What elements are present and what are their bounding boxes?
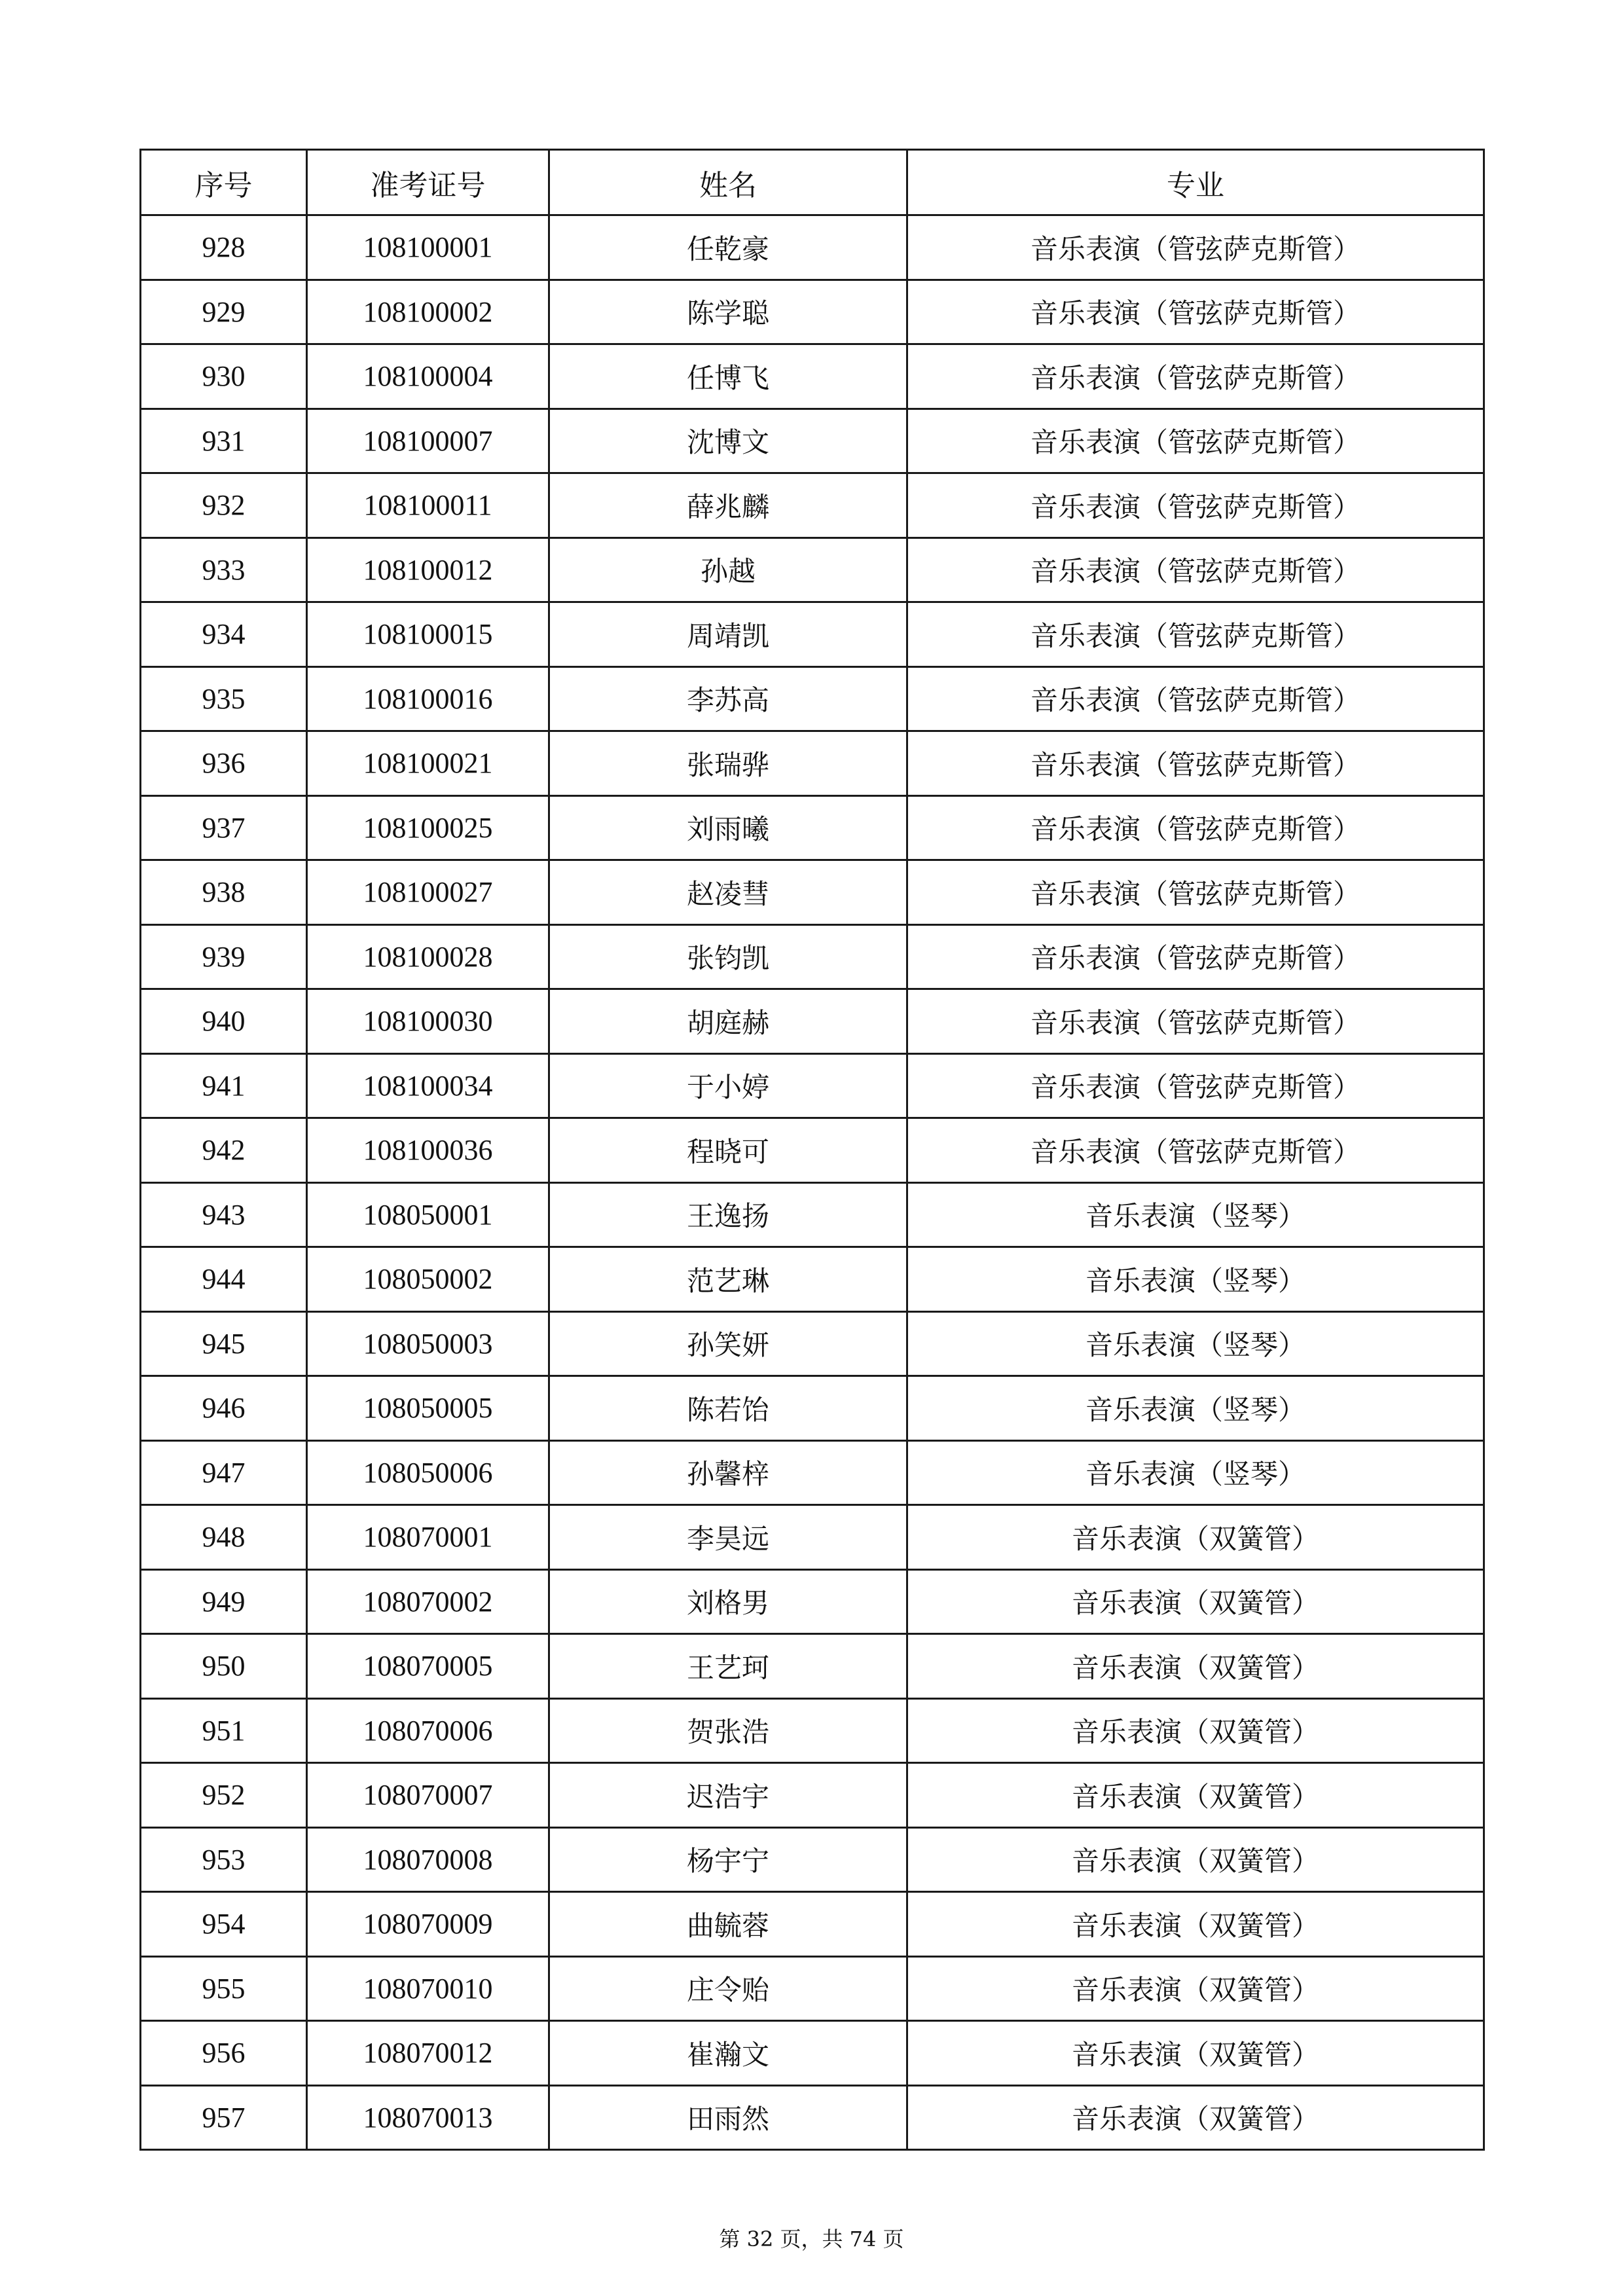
table-row — [141, 666, 1484, 731]
name-cell: 孙越 — [549, 538, 907, 602]
exam-ticket-number-cell: 108070006 — [307, 1698, 549, 1763]
serial-number-cell: 949 — [141, 1569, 307, 1634]
exam-ticket-number-cell: 108070012 — [307, 2021, 549, 2086]
exam-ticket-number-cell: 108050005 — [307, 1376, 549, 1441]
major-cell: 音乐表演（竖琴） — [907, 1440, 1484, 1505]
exam-ticket-number-cell: 108100004 — [307, 344, 549, 409]
exam-ticket-number-cell: 108100025 — [307, 795, 549, 860]
table-body — [141, 215, 1484, 2150]
major-cell: 音乐表演（竖琴） — [907, 1376, 1484, 1441]
header-name: 姓名 — [549, 150, 907, 215]
table-row — [141, 2085, 1484, 2150]
name-cell: 刘格男 — [549, 1569, 907, 1634]
exam-ticket-number-cell: 108100015 — [307, 602, 549, 667]
name-cell: 程晓可 — [549, 1118, 907, 1183]
table-row — [141, 924, 1484, 989]
table-row — [141, 989, 1484, 1054]
serial-number-cell: 929 — [141, 280, 307, 344]
major-cell: 音乐表演（双簧管） — [907, 1505, 1484, 1570]
name-cell: 孙笑妍 — [549, 1311, 907, 1376]
major-cell: 音乐表演（管弦萨克斯管） — [907, 280, 1484, 344]
name-cell: 刘雨曦 — [549, 795, 907, 860]
serial-number-cell: 954 — [141, 1892, 307, 1957]
table-row — [141, 1763, 1484, 1828]
serial-number-cell: 940 — [141, 989, 307, 1054]
table-row — [141, 1569, 1484, 1634]
table-header — [141, 150, 1484, 215]
exam-ticket-number-cell: 108100021 — [307, 731, 549, 796]
major-cell: 音乐表演（管弦萨克斯管） — [907, 1118, 1484, 1183]
serial-number-cell: 937 — [141, 795, 307, 860]
major-cell: 音乐表演（管弦萨克斯管） — [907, 666, 1484, 731]
name-cell: 迟浩宇 — [549, 1763, 907, 1828]
name-cell: 薛兆麟 — [549, 473, 907, 538]
exam-ticket-number-cell: 108070009 — [307, 1892, 549, 1957]
serial-number-cell: 957 — [141, 2085, 307, 2150]
exam-ticket-number-cell: 108100011 — [307, 473, 549, 538]
exam-ticket-number-cell: 108100027 — [307, 860, 549, 925]
major-cell: 音乐表演（双簧管） — [907, 2021, 1484, 2086]
major-cell: 音乐表演（管弦萨克斯管） — [907, 538, 1484, 602]
exam-ticket-number-cell: 108070007 — [307, 1763, 549, 1828]
major-cell: 音乐表演（管弦萨克斯管） — [907, 795, 1484, 860]
serial-number-cell: 956 — [141, 2021, 307, 2086]
major-cell: 音乐表演（管弦萨克斯管） — [907, 924, 1484, 989]
serial-number-cell: 943 — [141, 1182, 307, 1247]
exam-ticket-number-cell: 108100028 — [307, 924, 549, 989]
exam-ticket-number-cell: 108070008 — [307, 1827, 549, 1892]
major-cell: 音乐表演（管弦萨克斯管） — [907, 1053, 1484, 1118]
name-cell: 贺张浩 — [549, 1698, 907, 1763]
serial-number-cell: 935 — [141, 666, 307, 731]
serial-number-cell: 944 — [141, 1247, 307, 1312]
table-row — [141, 1827, 1484, 1892]
table-row — [141, 1053, 1484, 1118]
name-cell: 崔瀚文 — [549, 2021, 907, 2086]
serial-number-cell: 934 — [141, 602, 307, 667]
table-row — [141, 1698, 1484, 1763]
table-row — [141, 344, 1484, 409]
table-row — [141, 1376, 1484, 1441]
major-cell: 音乐表演（管弦萨克斯管） — [907, 602, 1484, 667]
name-cell: 曲毓蓉 — [549, 1892, 907, 1957]
table-row — [141, 602, 1484, 667]
table-row — [141, 215, 1484, 280]
applicant-table — [139, 149, 1485, 2151]
applicant-table-container — [139, 149, 1483, 2151]
exam-ticket-number-cell: 108100007 — [307, 409, 549, 473]
serial-number-cell: 930 — [141, 344, 307, 409]
serial-number-cell: 939 — [141, 924, 307, 989]
table-row — [141, 538, 1484, 602]
name-cell: 田雨然 — [549, 2085, 907, 2150]
table-row — [141, 1311, 1484, 1376]
major-cell: 音乐表演（双簧管） — [907, 1956, 1484, 2021]
major-cell: 音乐表演（管弦萨克斯管） — [907, 731, 1484, 796]
name-cell: 庄令贻 — [549, 1956, 907, 2021]
serial-number-cell: 931 — [141, 409, 307, 473]
serial-number-cell: 950 — [141, 1634, 307, 1699]
name-cell: 胡庭赫 — [549, 989, 907, 1054]
major-cell: 音乐表演（竖琴） — [907, 1247, 1484, 1312]
major-cell: 音乐表演（双簧管） — [907, 2085, 1484, 2150]
table-row — [141, 280, 1484, 344]
major-cell: 音乐表演（双簧管） — [907, 1892, 1484, 1957]
exam-ticket-number-cell: 108050001 — [307, 1182, 549, 1247]
serial-number-cell: 947 — [141, 1440, 307, 1505]
name-cell: 任乾豪 — [549, 215, 907, 280]
page-footer: 第 32 页，共 74 页 — [719, 2227, 904, 2251]
table-row — [141, 860, 1484, 925]
table-row — [141, 1118, 1484, 1183]
major-cell: 音乐表演（管弦萨克斯管） — [907, 215, 1484, 280]
name-cell: 张瑞骅 — [549, 731, 907, 796]
exam-ticket-number-cell: 108070001 — [307, 1505, 549, 1570]
table-row — [141, 2021, 1484, 2086]
table-row — [141, 1956, 1484, 2021]
table-row — [141, 1505, 1484, 1570]
exam-ticket-number-cell: 108100036 — [307, 1118, 549, 1183]
exam-ticket-number-cell: 108100034 — [307, 1053, 549, 1118]
table-row — [141, 1182, 1484, 1247]
name-cell: 王艺珂 — [549, 1634, 907, 1699]
exam-ticket-number-cell: 108070002 — [307, 1569, 549, 1634]
major-cell: 音乐表演（竖琴） — [907, 1311, 1484, 1376]
name-cell: 李昊远 — [549, 1505, 907, 1570]
serial-number-cell: 933 — [141, 538, 307, 602]
serial-number-cell: 953 — [141, 1827, 307, 1892]
exam-ticket-number-cell: 108050003 — [307, 1311, 549, 1376]
exam-ticket-number-cell: 108100016 — [307, 666, 549, 731]
major-cell: 音乐表演（双簧管） — [907, 1763, 1484, 1828]
serial-number-cell: 955 — [141, 1956, 307, 2021]
table-row — [141, 1247, 1484, 1312]
name-cell: 于小婷 — [549, 1053, 907, 1118]
exam-ticket-number-cell: 108100002 — [307, 280, 549, 344]
name-cell: 陈学聪 — [549, 280, 907, 344]
header-row — [141, 150, 1484, 215]
major-cell: 音乐表演（竖琴） — [907, 1182, 1484, 1247]
table-row — [141, 1892, 1484, 1957]
major-cell: 音乐表演（管弦萨克斯管） — [907, 344, 1484, 409]
name-cell: 张钧凯 — [549, 924, 907, 989]
serial-number-cell: 936 — [141, 731, 307, 796]
name-cell: 赵凌彗 — [549, 860, 907, 925]
serial-number-cell: 941 — [141, 1053, 307, 1118]
header-serial-number: 序号 — [141, 150, 307, 215]
table-row — [141, 1634, 1484, 1699]
major-cell: 音乐表演（管弦萨克斯管） — [907, 860, 1484, 925]
major-cell: 音乐表演（管弦萨克斯管） — [907, 409, 1484, 473]
header-major: 专业 — [907, 150, 1484, 215]
serial-number-cell: 938 — [141, 860, 307, 925]
exam-ticket-number-cell: 108050002 — [307, 1247, 549, 1312]
name-cell: 杨宇宁 — [549, 1827, 907, 1892]
major-cell: 音乐表演（双簧管） — [907, 1634, 1484, 1699]
serial-number-cell: 932 — [141, 473, 307, 538]
name-cell: 陈若饴 — [549, 1376, 907, 1441]
exam-ticket-number-cell: 108050006 — [307, 1440, 549, 1505]
serial-number-cell: 928 — [141, 215, 307, 280]
name-cell: 周靖凯 — [549, 602, 907, 667]
table-row — [141, 473, 1484, 538]
major-cell: 音乐表演（管弦萨克斯管） — [907, 473, 1484, 538]
exam-ticket-number-cell: 108100012 — [307, 538, 549, 602]
table-row — [141, 409, 1484, 473]
exam-ticket-number-cell: 108070013 — [307, 2085, 549, 2150]
name-cell: 王逸扬 — [549, 1182, 907, 1247]
table-row — [141, 1440, 1484, 1505]
exam-ticket-number-cell: 108100001 — [307, 215, 549, 280]
major-cell: 音乐表演（管弦萨克斯管） — [907, 989, 1484, 1054]
serial-number-cell: 952 — [141, 1763, 307, 1828]
header-exam-ticket-number: 准考证号 — [307, 150, 549, 215]
name-cell: 范艺琳 — [549, 1247, 907, 1312]
name-cell: 任博飞 — [549, 344, 907, 409]
exam-ticket-number-cell: 108070005 — [307, 1634, 549, 1699]
name-cell: 孙馨梓 — [549, 1440, 907, 1505]
serial-number-cell: 946 — [141, 1376, 307, 1441]
table-row — [141, 795, 1484, 860]
serial-number-cell: 951 — [141, 1698, 307, 1763]
serial-number-cell: 942 — [141, 1118, 307, 1183]
name-cell: 沈博文 — [549, 409, 907, 473]
table-row — [141, 731, 1484, 796]
major-cell: 音乐表演（双簧管） — [907, 1698, 1484, 1763]
name-cell: 李苏高 — [549, 666, 907, 731]
major-cell: 音乐表演（双簧管） — [907, 1569, 1484, 1634]
exam-ticket-number-cell: 108070010 — [307, 1956, 549, 2021]
major-cell: 音乐表演（双簧管） — [907, 1827, 1484, 1892]
exam-ticket-number-cell: 108100030 — [307, 989, 549, 1054]
serial-number-cell: 945 — [141, 1311, 307, 1376]
serial-number-cell: 948 — [141, 1505, 307, 1570]
